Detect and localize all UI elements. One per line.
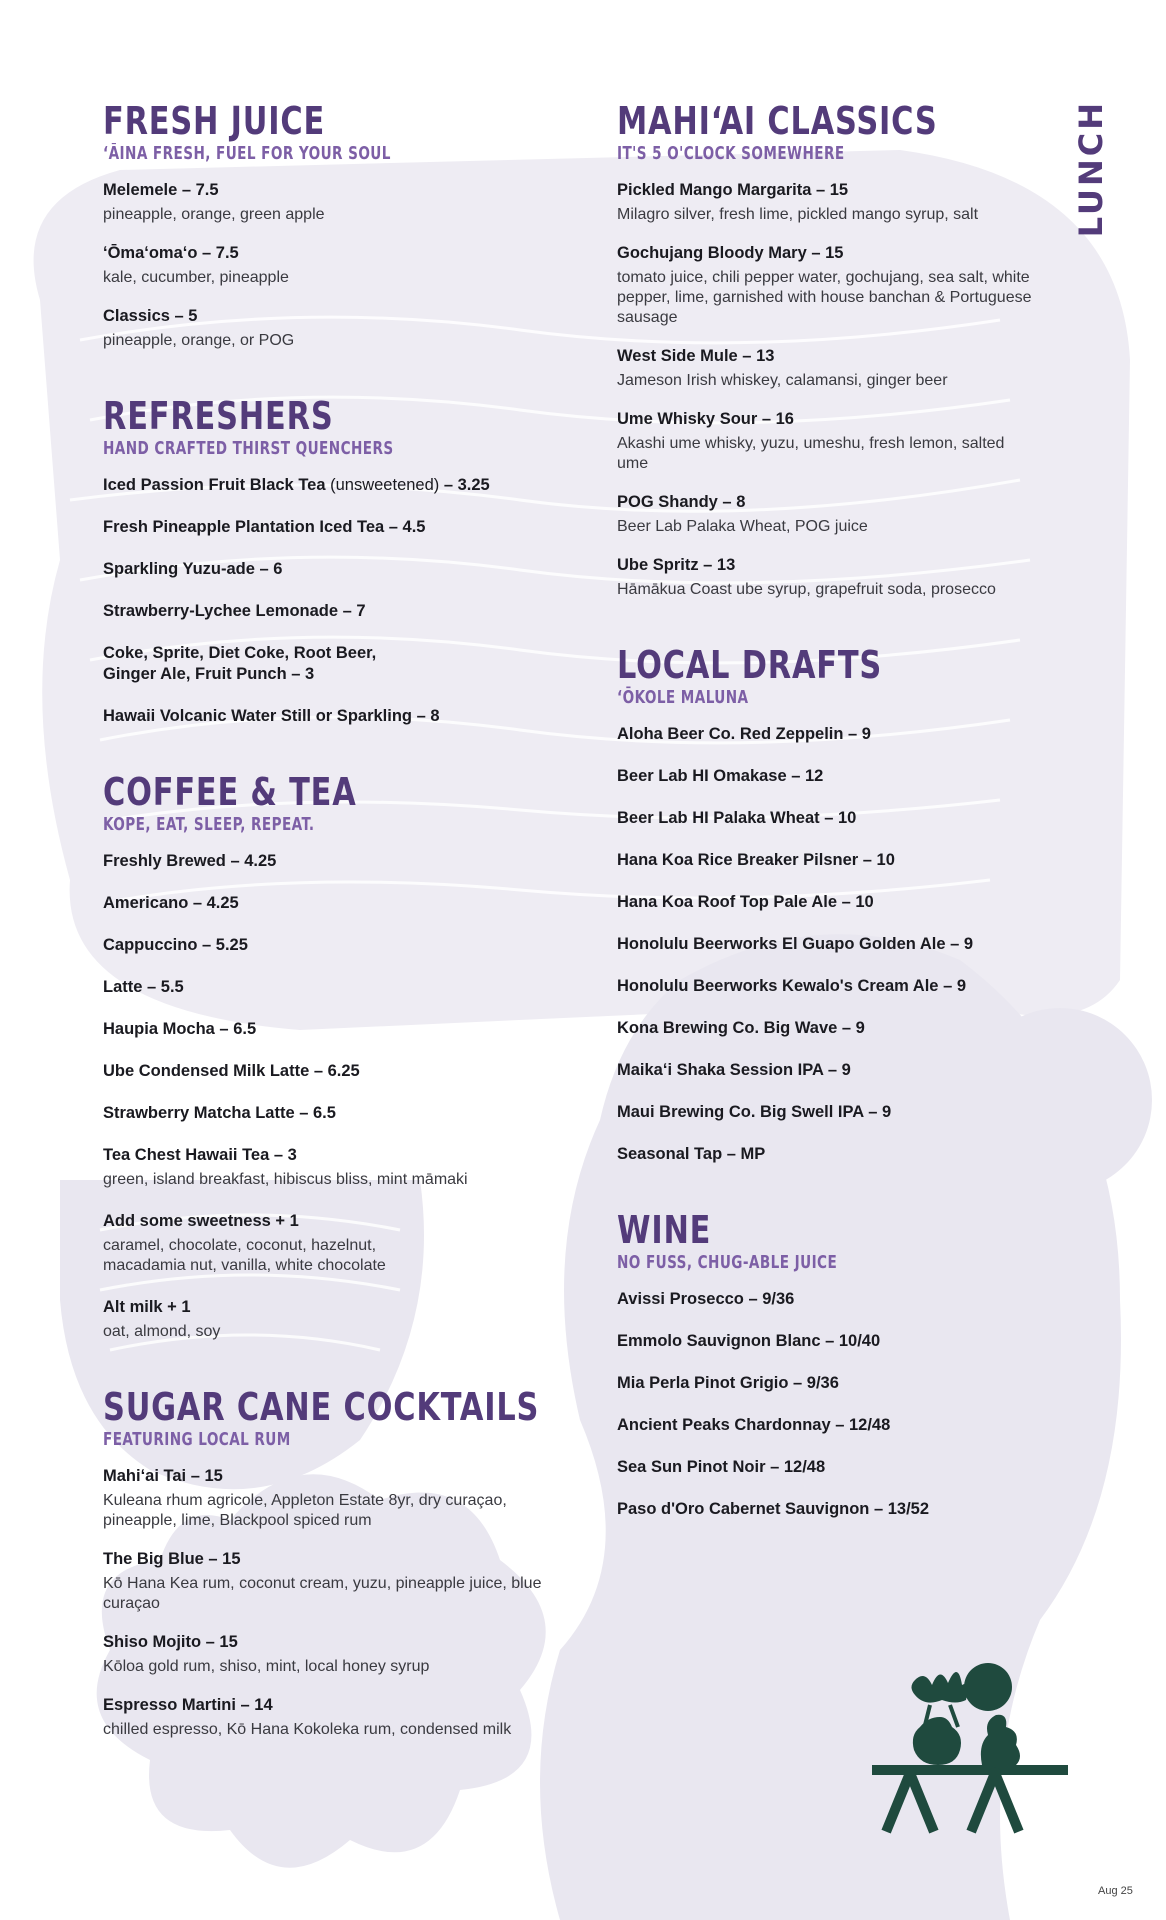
item-description: Kōloa gold rum, shiso, mint, local honey syrup xyxy=(103,1658,430,1675)
menu-item xyxy=(617,934,1087,955)
menu-item xyxy=(103,475,573,496)
item-name-text: Iced Passion Fruit Black Tea xyxy=(103,476,326,494)
item-name: West Side Mule – 13 xyxy=(617,347,775,365)
menu-item xyxy=(103,1211,443,1276)
item-name: POG Shandy – 8 xyxy=(617,493,746,511)
item-name xyxy=(103,475,573,496)
menu-item xyxy=(617,180,1087,225)
menu-item xyxy=(617,1331,1087,1352)
item-name: The Big Blue – 15 xyxy=(103,1550,241,1568)
item-description: Beer Lab Palaka Wheat, POG juice xyxy=(617,518,868,535)
section-subtitle: NO FUSS, CHUG-ABLE JUICE xyxy=(617,1252,838,1273)
section-title: WINE xyxy=(617,1208,712,1252)
menu-item xyxy=(103,1549,573,1614)
item-name: Americano – 4.25 xyxy=(103,894,239,912)
item-name: Gochujang Bloody Mary – 15 xyxy=(617,244,844,262)
section-title: FRESH JUICE xyxy=(103,99,326,143)
item-description: pineapple, orange, green apple xyxy=(103,206,325,223)
logo-icon xyxy=(870,1655,1070,1835)
section-title: SUGAR CANE COCKTAILS xyxy=(103,1385,540,1429)
item-name: Ume Whisky Sour – 16 xyxy=(617,410,794,428)
item-name: Espresso Martini – 14 xyxy=(103,1696,273,1714)
menu-item xyxy=(103,1061,573,1082)
item-name: Add some sweetness + 1 xyxy=(103,1212,299,1230)
item-name: Maikaʻi Shaka Session IPA – 9 xyxy=(617,1061,851,1079)
section-title: COFFEE & TEA xyxy=(103,770,357,814)
item-name: Aloha Beer Co. Red Zeppelin – 9 xyxy=(617,725,871,743)
item-description: Akashi ume whisky, yuzu, umeshu, fresh lemon, salted ume xyxy=(617,435,1005,472)
menu-item xyxy=(617,1060,1087,1081)
section-subtitle: ʻŌKOLE MALUNA xyxy=(617,687,749,708)
menu-item xyxy=(103,893,573,914)
menu-item xyxy=(103,1632,573,1677)
menu-item xyxy=(617,243,1087,328)
menu-item xyxy=(617,1289,1087,1310)
menu-item xyxy=(103,1103,573,1124)
menu-item xyxy=(103,935,573,956)
menu-item xyxy=(617,492,1087,537)
refreshers-section xyxy=(103,395,573,727)
menu-item xyxy=(617,1457,1087,1478)
menu-item xyxy=(103,1145,573,1190)
item-name: Sparkling Yuzu-ade – 6 xyxy=(103,560,283,578)
coffee-tea-section xyxy=(103,771,573,1342)
menu-item xyxy=(617,1144,1087,1165)
menu-item xyxy=(103,643,423,685)
right-column xyxy=(617,100,1087,1564)
item-name: Coke, Sprite, Diet Coke, Root Beer, Ginger Ale, Fruit Punch – 3 xyxy=(103,644,377,683)
menu-item xyxy=(617,892,1087,913)
item-name: Freshly Brewed – 4.25 xyxy=(103,852,277,870)
local-drafts-section xyxy=(617,644,1087,1165)
menu-item xyxy=(103,1695,573,1740)
item-name: Ube Condensed Milk Latte – 6.25 xyxy=(103,1062,360,1080)
menu-item xyxy=(103,517,573,538)
section-title: MAHIʻAI CLASSICS xyxy=(617,99,938,143)
item-name: Kona Brewing Co. Big Wave – 9 xyxy=(617,1019,865,1037)
menu-item xyxy=(103,1297,573,1342)
menu-item xyxy=(617,976,1087,997)
sugar-cane-cocktails-section xyxy=(103,1386,573,1740)
item-description: tomato juice, chili pepper water, gochujang, sea salt, white pepper, lime, garnished with house banchan & Portuguese sausage xyxy=(617,269,1032,326)
item-name: Maui Brewing Co. Big Swell IPA – 9 xyxy=(617,1103,892,1121)
item-description: oat, almond, soy xyxy=(103,1323,221,1340)
menu-item xyxy=(617,766,1087,787)
item-description: Milagro silver, fresh lime, pickled mango syrup, salt xyxy=(617,206,979,223)
left-column xyxy=(103,100,573,1784)
menu-item xyxy=(617,1373,1087,1394)
item-name: Ube Spritz – 13 xyxy=(617,556,736,574)
item-name: Ancient Peaks Chardonnay – 12/48 xyxy=(617,1416,891,1434)
item-name: Fresh Pineapple Plantation Iced Tea – 4.5 xyxy=(103,518,426,536)
section-subtitle: IT'S 5 O'CLOCK SOMEWHERE xyxy=(617,143,845,164)
item-name: ʻŌmaʻomaʻo – 7.5 xyxy=(103,244,239,262)
wine-section xyxy=(617,1209,1087,1520)
menu-item xyxy=(103,243,573,288)
menu-item xyxy=(617,850,1087,871)
item-description: Jameson Irish whiskey, calamansi, ginger beer xyxy=(617,372,948,389)
item-description: Kō Hana Kea rum, coconut cream, yuzu, pineapple juice, blue curaçao xyxy=(103,1575,542,1612)
item-price: – 3.25 xyxy=(443,476,490,494)
menu-item xyxy=(103,977,573,998)
item-name: Beer Lab HI Palaka Wheat – 10 xyxy=(617,809,857,827)
item-name: Haupia Mocha – 6.5 xyxy=(103,1020,257,1038)
item-name: Honolulu Beerworks Kewalo's Cream Ale – 9 xyxy=(617,977,967,995)
item-name: Mahiʻai Tai – 15 xyxy=(103,1467,223,1485)
item-name: Hana Koa Rice Breaker Pilsner – 10 xyxy=(617,851,895,869)
item-description: pineapple, orange, or POG xyxy=(103,332,295,349)
menu-item xyxy=(617,1499,1087,1520)
section-title: REFRESHERS xyxy=(103,394,334,438)
item-description: kale, cucumber, pineapple xyxy=(103,269,289,286)
mahiai-classics-section xyxy=(617,100,1087,600)
item-name: Hana Koa Roof Top Pale Ale – 10 xyxy=(617,893,874,911)
item-name: Beer Lab HI Omakase – 12 xyxy=(617,767,824,785)
item-name: Shiso Mojito – 15 xyxy=(103,1633,238,1651)
item-description: chilled espresso, Kō Hana Kokoleka rum, condensed milk xyxy=(103,1721,512,1738)
item-name: Mia Perla Pinot Grigio – 9/36 xyxy=(617,1374,839,1392)
item-name: Sea Sun Pinot Noir – 12/48 xyxy=(617,1458,826,1476)
item-name: Hawaii Volcanic Water Still or Sparkling – 8 xyxy=(103,707,440,725)
item-name: Emmolo Sauvignon Blanc – 10/40 xyxy=(617,1332,881,1350)
menu-item xyxy=(617,724,1087,745)
section-title: LOCAL DRAFTS xyxy=(617,643,883,687)
menu-item xyxy=(103,180,573,225)
menu-item xyxy=(617,409,1017,474)
menu-item xyxy=(103,706,573,727)
item-description: green, island breakfast, hibiscus bliss, mint māmaki xyxy=(103,1171,468,1188)
menu-item xyxy=(617,1415,1087,1436)
section-subtitle: KOPE, EAT, SLEEP, REPEAT. xyxy=(103,814,315,835)
menu-item xyxy=(617,808,1087,829)
item-name: Strawberry Matcha Latte – 6.5 xyxy=(103,1104,336,1122)
item-name: Classics – 5 xyxy=(103,307,198,325)
menu-item xyxy=(103,1019,573,1040)
menu-item xyxy=(617,1102,1087,1123)
menu-item xyxy=(103,851,573,872)
menu-item xyxy=(617,1018,1087,1039)
item-name: Avissi Prosecco – 9/36 xyxy=(617,1290,795,1308)
section-subtitle: FEATURING LOCAL RUM xyxy=(103,1429,291,1450)
item-name: Pickled Mango Margarita – 15 xyxy=(617,181,849,199)
menu-item xyxy=(103,559,573,580)
item-description: Hāmākua Coast ube syrup, grapefruit soda, prosecco xyxy=(617,581,996,598)
item-name: Strawberry-Lychee Lemonade – 7 xyxy=(103,602,366,620)
menu-item xyxy=(617,555,1087,600)
fresh-juice-section xyxy=(103,100,573,351)
item-description: Kuleana rhum agricole, Appleton Estate 8yr, dry curaçao, pineapple, lime, Blackpool spiced rum xyxy=(103,1492,507,1529)
section-subtitle: HAND CRAFTED THIRST QUENCHERS xyxy=(103,438,394,459)
menu-item xyxy=(103,1466,573,1531)
section-subtitle: ʻĀINA FRESH, FUEL FOR YOUR SOUL xyxy=(103,143,391,164)
item-name: Honolulu Beerworks El Guapo Golden Ale – 9 xyxy=(617,935,974,953)
item-name: Cappuccino – 5.25 xyxy=(103,936,248,954)
menu-item xyxy=(103,306,573,351)
item-name: Alt milk + 1 xyxy=(103,1298,191,1316)
item-description: caramel, chocolate, coconut, hazelnut, macadamia nut, vanilla, white chocolate xyxy=(103,1237,386,1274)
item-name: Latte – 5.5 xyxy=(103,978,184,996)
menu-item xyxy=(103,601,573,622)
item-note: (unsweetened) xyxy=(325,476,444,494)
side-label-lunch: LUNCH xyxy=(1072,100,1110,238)
item-name: Seasonal Tap – MP xyxy=(617,1145,766,1163)
footer-date: Aug 25 xyxy=(1098,1885,1133,1897)
menu-item xyxy=(617,346,1087,391)
item-name: Melemele – 7.5 xyxy=(103,181,219,199)
item-name: Tea Chest Hawaii Tea – 3 xyxy=(103,1146,297,1164)
item-name: Paso d'Oro Cabernet Sauvignon – 13/52 xyxy=(617,1500,930,1518)
